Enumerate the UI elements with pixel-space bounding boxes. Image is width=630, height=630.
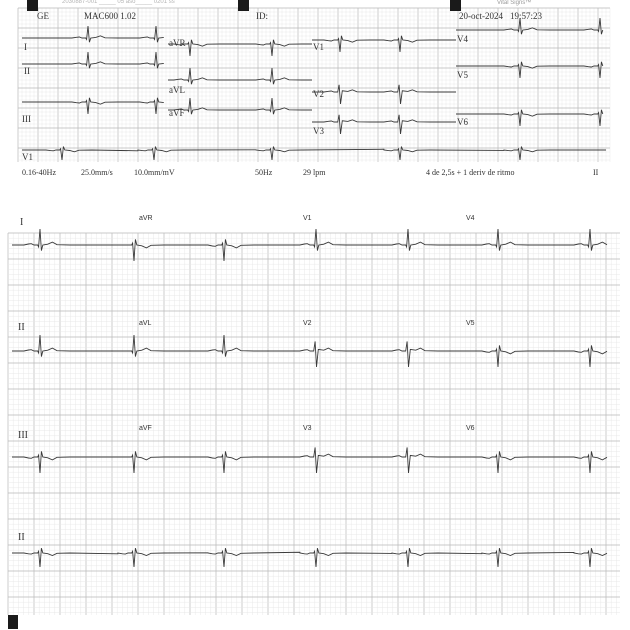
amplitude-gain: 10.0mm/mV	[134, 168, 175, 177]
lead-label-V5: V5	[466, 320, 475, 327]
lead-label-V6: V6	[457, 117, 468, 127]
heart-rate: 29 lpm	[303, 168, 326, 177]
lead-label-I: I	[20, 217, 24, 228]
notch-filter: 50Hz	[255, 168, 273, 177]
recording-time: 19:57:23	[510, 11, 543, 21]
lead-label-V4: V4	[457, 34, 468, 44]
lead-label-II: II	[18, 322, 25, 333]
lead-label-V5: V5	[457, 70, 468, 80]
lead-label-V6: V6	[466, 425, 475, 432]
paper-speed: 25.0mm/s	[81, 168, 113, 177]
ecg-trace	[12, 229, 128, 251]
page-roman-numeral: II	[593, 168, 599, 177]
lead-label-II: II	[24, 66, 30, 76]
ecg-trace	[458, 451, 607, 473]
registration-marker	[450, 0, 461, 11]
ecg-trace	[458, 345, 607, 367]
lead-label-V2: V2	[303, 320, 312, 327]
ecg-trace	[22, 98, 164, 114]
ecg-trace	[12, 335, 128, 357]
ecg-top-strip	[0, 0, 630, 186]
lead-label-V3: V3	[303, 425, 312, 432]
ecg-trace	[312, 115, 456, 134]
lead-label-V4: V4	[466, 215, 475, 222]
ecg-bottom-strip-grid	[0, 205, 630, 630]
device-model-label: MAC600 1.02	[84, 11, 137, 21]
lead-label-aVR: aVR	[139, 215, 153, 222]
ecg-trace	[22, 26, 164, 42]
ecg-grid	[8, 233, 620, 615]
lead-label-V3: V3	[313, 126, 324, 136]
lead-format: 4 de 2,5s + 1 deriv de ritmo	[426, 168, 515, 177]
registration-marker	[238, 0, 249, 11]
ecg-trace	[168, 98, 312, 114]
lead-label-V1: V1	[303, 215, 312, 222]
lead-label-aVR: aVR	[169, 38, 186, 48]
lead-label-V2: V2	[313, 89, 324, 99]
lead-label-V1-rhythm: V1	[22, 152, 33, 162]
ecg-trace	[458, 229, 607, 251]
ecg-bottom-strip	[0, 205, 630, 630]
lead-label-V1: V1	[313, 42, 324, 52]
patient-id-label: ID:	[256, 11, 268, 21]
registration-marker	[27, 0, 38, 11]
lead-label-III: III	[22, 114, 31, 124]
lead-label-aVF: aVF	[139, 425, 152, 432]
recording-date: 20-oct-2024	[459, 11, 503, 21]
lead-label-aVL: aVL	[139, 320, 152, 327]
lead-label-II-rhythm: II	[18, 532, 25, 543]
filter-setting: 0.16-40Hz	[22, 168, 56, 177]
ecg-trace	[294, 229, 458, 251]
ecg-trace	[12, 451, 128, 473]
lead-label-I: I	[24, 42, 27, 52]
lead-label-aVL: aVL	[169, 85, 185, 95]
vital-signs-brand: Vital Signs™	[497, 0, 532, 6]
manufacturer-label: GE	[37, 11, 49, 21]
faded-header-text: 2030887-001 _____ 05 aso_____ 0201 ss	[62, 0, 175, 5]
lead-label-aVF: aVF	[169, 108, 185, 118]
lead-label-III: III	[18, 430, 28, 441]
registration-marker	[8, 615, 18, 629]
